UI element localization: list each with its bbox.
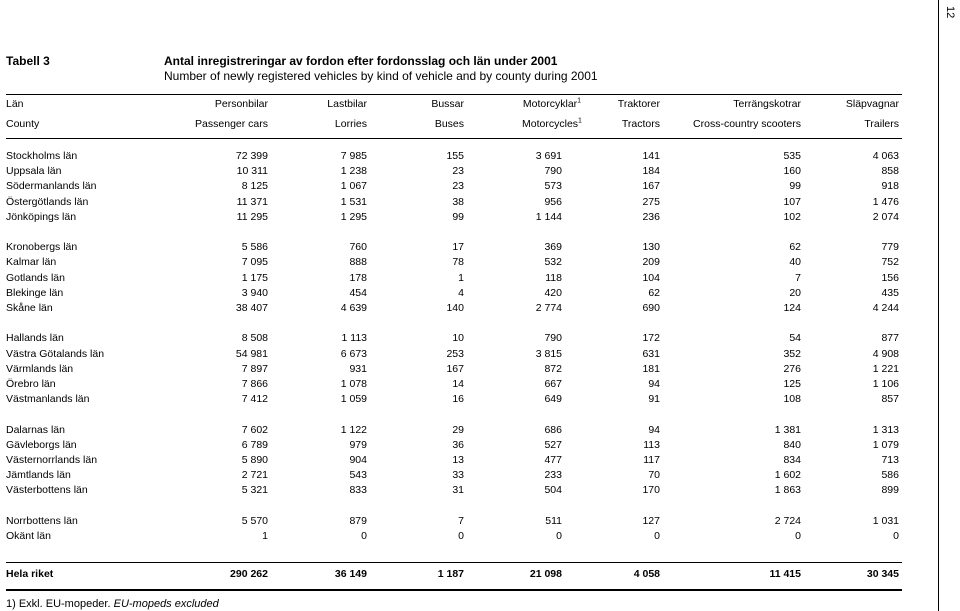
total-motorcycles: 21 098: [529, 568, 562, 580]
cell-tractors: 94: [648, 378, 660, 390]
cell-buses: 78: [452, 256, 464, 269]
table-row: [0, 271, 920, 286]
header-tractors-en: Tractors: [621, 118, 660, 130]
cell-tractors: 209: [642, 256, 660, 269]
cell-cars: 11 295: [236, 210, 268, 223]
cell-motorcycles: 511: [545, 514, 562, 527]
cell-scooters: 535: [783, 150, 801, 162]
cell-motorcycles: 118: [545, 271, 562, 284]
header-row-english: [0, 117, 920, 132]
cell-buses: 140: [446, 302, 464, 314]
cell-buses: 4: [458, 286, 464, 299]
cell-scooters: 2 724: [774, 514, 801, 527]
cell-lorries: 178: [349, 271, 367, 284]
cell-scooters: 834: [783, 454, 801, 466]
page-edge-line: [938, 0, 939, 611]
table-row: [0, 377, 920, 392]
cell-motorcycles: 667: [544, 378, 562, 390]
total-top-rule: [6, 562, 902, 563]
cell-trailers: 435: [881, 286, 899, 299]
cell-lorries: 1 531: [340, 195, 367, 208]
cell-buses: 0: [458, 530, 464, 542]
cell-motorcycles: 872: [544, 362, 562, 375]
cell-scooters: 54: [789, 332, 801, 345]
cell-tractors: 236: [642, 210, 660, 223]
cell-county: Blekinge län: [6, 286, 64, 299]
cell-tractors: 94: [648, 423, 660, 436]
cell-tractors: 172: [642, 332, 660, 345]
header-trailers-en: Trailers: [864, 118, 899, 130]
total-scooters: 11 415: [769, 568, 801, 580]
cell-county: Jämtlands län: [6, 469, 71, 482]
cell-county: Västerbottens län: [6, 484, 88, 497]
cell-tractors: 91: [648, 393, 660, 406]
table-row: [0, 423, 920, 438]
footnote: [6, 598, 219, 610]
cell-motorcycles: 369: [544, 241, 562, 254]
cell-county: Jönköpings län: [6, 210, 77, 223]
cell-scooters: 0: [795, 530, 801, 542]
cell-lorries: 904: [349, 454, 367, 466]
cell-lorries: 1 078: [340, 378, 367, 390]
cell-motorcycles: 573: [544, 180, 562, 193]
cell-tractors: 0: [654, 530, 660, 542]
cell-buses: 23: [452, 180, 464, 193]
cell-county: Södermanlands län: [6, 180, 97, 193]
table-row: [0, 286, 920, 301]
cell-cars: 8 125: [241, 180, 268, 193]
cell-motorcycles: 532: [544, 256, 562, 269]
cell-trailers: 858: [881, 165, 899, 178]
cell-cars: 72 399: [235, 150, 268, 162]
cell-buses: 33: [452, 469, 464, 482]
total-trailers: 30 345: [866, 568, 899, 580]
header-scooters-sv: Terrängskotrar: [733, 98, 801, 110]
cell-tractors: 690: [642, 302, 660, 314]
cell-motorcycles: 649: [544, 393, 562, 406]
cell-buses: 16: [452, 393, 464, 406]
cell-county: Västmanlands län: [6, 393, 90, 406]
cell-tractors: 104: [642, 271, 660, 284]
cell-lorries: 543: [349, 469, 367, 482]
cell-tractors: 117: [643, 454, 660, 466]
header-buses-en: Buses: [434, 118, 464, 130]
cell-lorries: 1 059: [340, 393, 367, 406]
cell-lorries: 1 113: [341, 332, 367, 345]
cell-tractors: 275: [642, 195, 660, 208]
table-row: [0, 301, 920, 316]
cell-scooters: 99: [789, 180, 801, 193]
cell-motorcycles: 420: [544, 286, 562, 299]
table-row: [0, 483, 920, 498]
cell-buses: 14: [452, 378, 464, 390]
cell-scooters: 107: [783, 195, 801, 208]
cell-cars: 5 570: [241, 514, 268, 527]
cell-trailers: 752: [881, 256, 899, 269]
cell-buses: 155: [446, 150, 464, 162]
cell-scooters: 102: [783, 210, 801, 223]
cell-buses: 7: [458, 514, 464, 527]
cell-lorries: 7 985: [340, 150, 367, 162]
cell-lorries: 931: [349, 362, 367, 375]
cell-tractors: 113: [643, 438, 660, 451]
cell-cars: 38 407: [235, 302, 268, 314]
cell-lorries: 0: [361, 530, 367, 542]
cell-scooters: 352: [783, 347, 801, 360]
table-row: [0, 149, 920, 164]
cell-county: Gotlands län: [6, 271, 65, 284]
cell-cars: 7 412: [241, 393, 268, 406]
cell-trailers: 899: [881, 484, 899, 497]
cell-trailers: 4 244: [872, 302, 899, 314]
total-cars: 290 262: [230, 568, 268, 580]
table-row: [0, 240, 920, 255]
cell-cars: 7 095: [241, 256, 268, 269]
cell-county: Örebro län: [6, 378, 56, 390]
header-top-rule: [6, 94, 902, 95]
cell-scooters: 108: [783, 393, 801, 406]
cell-motorcycles: 477: [544, 454, 562, 466]
total-buses: 1 187: [437, 568, 464, 580]
cell-lorries: 760: [349, 241, 367, 254]
header-motorcycles-sv: Motorcyklar$^1$: [522, 97, 582, 110]
table-row: [0, 514, 920, 529]
cell-cars: 5 321: [241, 484, 268, 497]
cell-trailers: 877: [881, 332, 899, 345]
cell-buses: 17: [452, 241, 464, 254]
cell-buses: 23: [452, 165, 464, 178]
cell-tractors: 170: [642, 484, 660, 497]
cell-buses: 167: [446, 362, 464, 375]
cell-county: Uppsala län: [6, 165, 62, 178]
cell-county: Gävleborgs län: [6, 438, 77, 451]
cell-tractors: 184: [642, 165, 660, 178]
cell-buses: 36: [452, 438, 464, 451]
header-buses-sv: Bussar: [431, 98, 464, 110]
cell-trailers: 586: [881, 469, 899, 482]
table-row: [0, 362, 920, 377]
cell-scooters: 1 863: [774, 484, 801, 497]
table-row: [0, 453, 920, 468]
cell-county: Skåne län: [6, 302, 53, 314]
cell-tractors: 62: [648, 286, 660, 299]
cell-trailers: 779: [881, 241, 899, 254]
header-county-en: County: [6, 118, 40, 130]
total-label: Hela riket: [6, 568, 54, 580]
cell-county: Stockholms län: [6, 150, 78, 162]
header-row-swedish: [0, 97, 920, 112]
cell-county: Kalmar län: [6, 256, 57, 269]
cell-trailers: 857: [881, 393, 899, 406]
cell-cars: 7 602: [241, 423, 268, 436]
cell-scooters: 1 602: [774, 469, 801, 482]
cell-buses: 1: [458, 271, 464, 284]
cell-county: Västra Götalands län: [6, 347, 105, 360]
cell-lorries: 1 238: [340, 165, 367, 178]
header-lorries-sv: Lastbilar: [327, 98, 367, 110]
cell-trailers: 713: [881, 454, 899, 466]
cell-cars: 10 311: [236, 165, 268, 178]
cell-lorries: 888: [349, 256, 367, 269]
cell-county: Norrbottens län: [6, 514, 78, 527]
cell-buses: 31: [452, 484, 464, 497]
header-cars-en: Passenger cars: [195, 118, 268, 130]
footnote-english: EU-mopeds excluded: [113, 598, 219, 610]
cell-buses: 38: [452, 195, 464, 208]
table-row: [0, 164, 920, 179]
cell-lorries: 979: [349, 438, 367, 451]
cell-motorcycles: 2 774: [535, 302, 562, 314]
cell-trailers: 1 476: [872, 195, 899, 208]
cell-cars: 54 981: [235, 347, 268, 360]
cell-buses: 10: [452, 332, 464, 345]
cell-cars: 2 721: [241, 469, 268, 482]
header-motorcycles-en: Motorcycles$^1$: [522, 117, 582, 130]
cell-motorcycles: 1 144: [535, 210, 562, 223]
cell-cars: 8 508: [241, 332, 268, 345]
cell-trailers: 918: [881, 180, 899, 193]
cell-motorcycles: 790: [544, 332, 562, 345]
table-row: [0, 392, 920, 407]
cell-trailers: 1 313: [872, 423, 899, 436]
table-row: [0, 255, 920, 270]
table-title: Antal inregistreringar av fordon efter fordonsslag och län under 2001: [164, 54, 558, 68]
cell-cars: 11 371: [236, 195, 268, 208]
header-county-sv: Län: [6, 98, 24, 110]
cell-tractors: 141: [642, 150, 660, 162]
header-lorries-en: Lorries: [334, 118, 367, 130]
header-tractors-sv: Traktorer: [617, 98, 660, 110]
total-lorries: 36 149: [334, 568, 367, 580]
cell-lorries: 1 295: [340, 210, 367, 223]
cell-scooters: 20: [789, 286, 801, 299]
cell-tractors: 127: [642, 514, 660, 527]
cell-trailers: 2 074: [872, 210, 899, 223]
cell-scooters: 124: [783, 302, 801, 314]
cell-tractors: 130: [642, 241, 660, 254]
cell-cars: 6 789: [241, 438, 268, 451]
total-tractors: 4 058: [633, 568, 660, 580]
cell-scooters: 276: [783, 362, 801, 375]
table-subtitle: Number of newly registered vehicles by kind of vehicle and by county during 2001: [164, 69, 598, 83]
total-bottom-rule: [6, 589, 902, 591]
cell-scooters: 125: [783, 378, 801, 390]
table-row: [0, 468, 920, 483]
cell-county: Hallands län: [6, 332, 64, 345]
table-row: [0, 195, 920, 210]
cell-trailers: 1 079: [872, 438, 899, 451]
cell-cars: 3 940: [241, 286, 268, 299]
cell-scooters: 1 381: [774, 423, 801, 436]
cell-motorcycles: 3 815: [535, 347, 562, 360]
cell-lorries: 4 639: [340, 302, 367, 314]
cell-county: Okänt län: [6, 530, 51, 542]
cell-scooters: 62: [789, 241, 801, 254]
cell-lorries: 454: [349, 286, 367, 299]
cell-trailers: 156: [881, 271, 899, 284]
cell-lorries: 1 067: [340, 180, 367, 193]
cell-motorcycles: 790: [544, 165, 562, 178]
cell-tractors: 70: [648, 469, 660, 482]
cell-lorries: 833: [349, 484, 367, 497]
cell-motorcycles: 956: [544, 195, 562, 208]
table-row: [0, 331, 920, 346]
cell-cars: 5 586: [241, 241, 268, 254]
cell-county: Dalarnas län: [6, 423, 65, 436]
cell-motorcycles: 0: [556, 530, 562, 542]
cell-scooters: 7: [795, 271, 801, 284]
cell-scooters: 40: [789, 256, 801, 269]
table-row: [0, 529, 920, 544]
cell-county: Värmlands län: [6, 362, 74, 375]
cell-cars: 1: [262, 530, 268, 542]
page-number: 12: [944, 6, 956, 19]
table-row: [0, 438, 920, 453]
cell-buses: 29: [452, 423, 464, 436]
cell-cars: 5 890: [241, 454, 268, 466]
header-cars-sv: Personbilar: [214, 98, 268, 110]
cell-county: Östergötlands län: [6, 195, 89, 208]
cell-tractors: 181: [642, 362, 660, 375]
table-label: Tabell 3: [6, 54, 50, 68]
cell-trailers: 1 031: [872, 514, 899, 527]
cell-cars: 7 897: [241, 362, 268, 375]
header-trailers-sv: Släpvagnar: [845, 98, 899, 110]
cell-trailers: 1 106: [872, 378, 899, 390]
cell-trailers: 4 908: [872, 347, 899, 360]
table-row: [0, 210, 920, 225]
cell-trailers: 4 063: [872, 150, 899, 162]
header-scooters-en: Cross-country scooters: [693, 118, 801, 130]
cell-lorries: 879: [349, 514, 367, 527]
cell-buses: 253: [446, 347, 464, 360]
cell-scooters: 840: [783, 438, 801, 451]
table-row: [0, 347, 920, 362]
cell-buses: 99: [452, 210, 464, 223]
cell-lorries: 1 122: [340, 423, 367, 436]
total-row: [0, 567, 920, 582]
cell-county: Kronobergs län: [6, 241, 78, 254]
cell-tractors: 167: [642, 180, 660, 193]
cell-motorcycles: 233: [544, 469, 562, 482]
cell-cars: 7 866: [241, 378, 268, 390]
footnote-text: 1) Exkl. EU-mopeder.: [6, 598, 111, 610]
cell-motorcycles: 3 691: [535, 150, 562, 162]
cell-motorcycles: 527: [544, 438, 562, 451]
cell-trailers: 1 221: [872, 362, 899, 375]
cell-scooters: 160: [783, 165, 801, 178]
cell-motorcycles: 686: [544, 423, 562, 436]
cell-buses: 13: [452, 454, 464, 466]
cell-tractors: 631: [642, 347, 660, 360]
cell-cars: 1 175: [241, 271, 268, 284]
cell-county: Västernorrlands län: [6, 454, 98, 466]
table-row: [0, 179, 920, 194]
cell-trailers: 0: [893, 530, 899, 542]
header-bottom-rule: [6, 138, 902, 139]
cell-motorcycles: 504: [544, 484, 562, 497]
cell-lorries: 6 673: [340, 347, 367, 360]
